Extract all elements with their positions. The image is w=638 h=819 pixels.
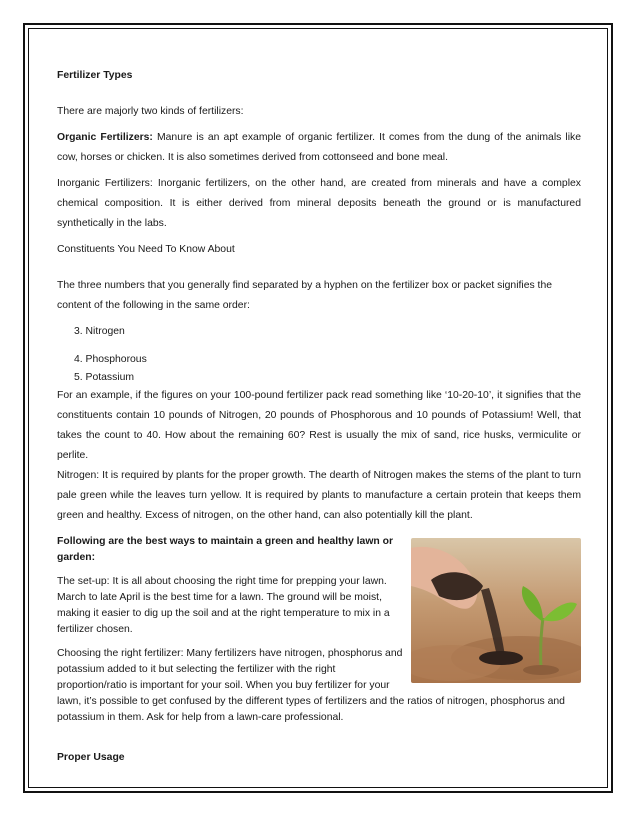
soil-seedling-icon <box>411 538 581 683</box>
list-item: 4. Phosphorous <box>74 354 147 365</box>
setup-paragraph: The set-up: It is all about choosing the right time for prepping your lawn. March to late April is the best time for a lawn. The ground will be moist, making it easier to dig up the soil and at the right temperature to mix in a fertilizer chosen. <box>57 576 390 635</box>
fertilizer-types-heading: Fertilizer Types <box>57 70 133 81</box>
document-body <box>57 66 581 768</box>
constituents-intro: The three numbers that you generally find separated by a hyphen on the fertilizer box or packet signifies the content of the following in the same order: <box>57 280 553 311</box>
intro-paragraph: There are majorly two kinds of fertilizers: <box>57 106 244 117</box>
example-paragraph: For an example, if the figures on your 100-pound fertilizer pack read something like ‘10-20-10’, it signifies that the constituents contain 10 pounds of Nitrogen, 20 pounds of Phosphorous and 10 pounds of Potassium! Well, that takes the count to 40. How about the remaining 60? Rest is usually the mix of sand, rice husks, vermiculite or perlite. <box>57 390 581 461</box>
organic-text: Manure is an apt example of organic fertilizer. It comes from the dung of the animals like cow, horses or chicken. It is also sometimes derived from cottonseed and bone meal. <box>57 132 581 163</box>
list-item: 5. Potassium <box>74 372 135 383</box>
proper-usage-heading: Proper Usage <box>57 752 125 763</box>
best-ways-heading: Following are the best ways to maintain a green and healthy lawn or garden: <box>57 536 394 563</box>
inorganic-paragraph: Inorganic Fertilizers: Inorganic fertilizers, on the other hand, are created from minerals and have a complex chemical composition. It is either derived from mineral deposits beneath the ground or is manufactured synthetically in the labs. <box>57 178 581 229</box>
list-item: 3. Nitrogen <box>74 326 125 337</box>
constituents-list <box>57 322 581 386</box>
soil-seedling-photo <box>411 538 581 683</box>
best-ways-section <box>57 534 581 726</box>
nitrogen-paragraph: Nitrogen: It is required by plants for the proper growth. The dearth of Nitrogen makes the stems of the plant to turn pale green while the leaves turn yellow. It is required by plants to manufacture a certain protein that keeps them green and healthy. Excess of nitrogen, on the other hand, can also potentially kill the plant. <box>57 470 581 521</box>
choosing-paragraph: Choosing the right fertilizer: Many fertilizers have nitrogen, phosphorus and potassium added to it but selecting the fertilizer with the right proportion/ratio is important for your soil. When you buy fertilizer for your lawn, it’s possible to get confused by the different types of fertilizers and the ratios of nitrogen, phosphorus and potassium in them. Ask for help from a lawn-care professional. <box>57 648 565 723</box>
constituents-heading: Constituents You Need To Know About <box>57 244 235 255</box>
organic-label: Organic Fertilizers: <box>57 132 153 143</box>
organic-paragraph <box>57 128 581 168</box>
